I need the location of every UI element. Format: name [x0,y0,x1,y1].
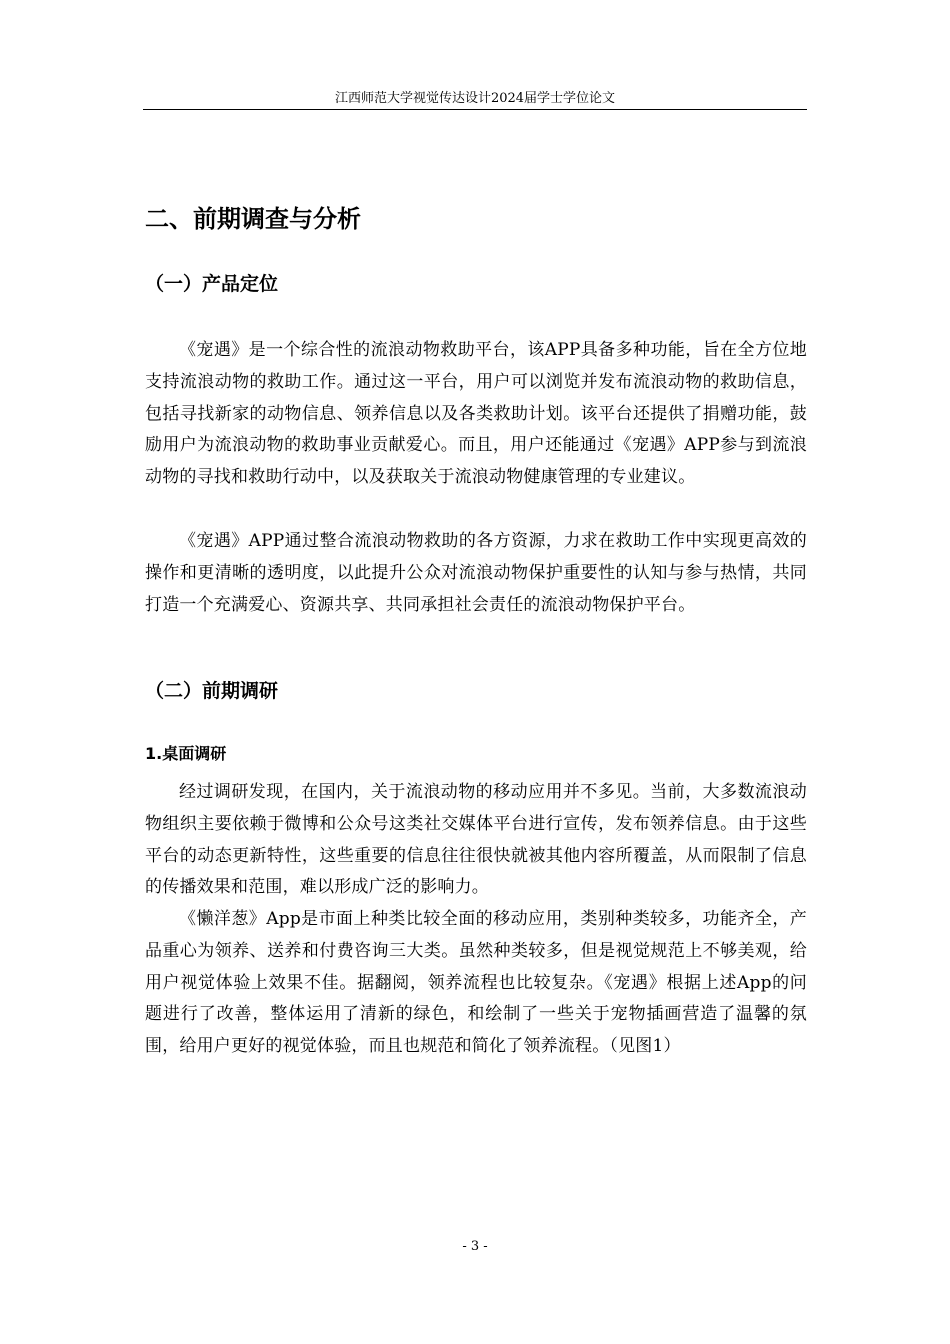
subsection-title-positioning: （一）产品定位 [145,273,279,295]
header-divider [143,109,807,110]
paragraph-research-1: 经过调研发现，在国内，关于流浪动物的移动应用并不多见。当前，大多数流浪动物组织主要依赖于微博和公众号这类社交媒体平台进行宣传，发布领养信息。由于这些平台的动态更新特性，这些重要的信息往往很快就被其他内容所覆盖，从而限制了信息的传播效果和范围，难以形成广泛的影响力。 [145,782,807,898]
subsubsection-title-desk-research: 1.桌面调研 [145,744,227,763]
section-title: 二、前期调查与分析 [145,205,361,233]
paragraph-positioning-1: 《宠遇》是一个综合性的流浪动物救助平台，该APP具备多种功能，旨在全方位地支持流浪动物的救助工作。通过这一平台，用户可以浏览并发布流浪动物的救助信息，包括寻找新家的动物信息、领养信息以及各类救助计划。该平台还提供了捐赠功能，鼓励用户为流浪动物的救助事业贡献爱心。而且，用户还能通过《宠遇》APP参与到流浪动物的寻找和救助行动中，以及获取关于流浪动物健康管理的专业建议。 [145,340,807,488]
paragraph-research-2: 《懒洋葱》App是市面上种类比较全面的移动应用，类别种类较多，功能齐全，产品重心为领养、送养和付费咨询三大类。虽然种类较多，但是视觉规范上不够美观，给用户视觉体验上效果不佳。据翻阅，领养流程也比较复杂。《宠遇》根据上述App的问题进行了改善，整体运用了清新的绿色，和绘制了一些关于宠物插画营造了温馨的氛围，给用户更好的视觉体验，而且也规范和简化了领养流程。（见图1） [145,909,807,1057]
page-number: - 3 - [462,1239,488,1254]
running-header: 江西师范大学视觉传达设计2024届学士学位论文 [334,91,616,106]
paragraph-positioning-2: 《宠遇》APP通过整合流浪动物救助的各方资源，力求在救助工作中实现更高效的操作和更清晰的透明度，以此提升公众对流浪动物保护重要性的认知与参与热情，共同打造一个充满爱心、资源共享、共同承担社会责任的流浪动物保护平台。 [145,531,807,615]
subsection-title-research: （二）前期调研 [145,680,279,702]
